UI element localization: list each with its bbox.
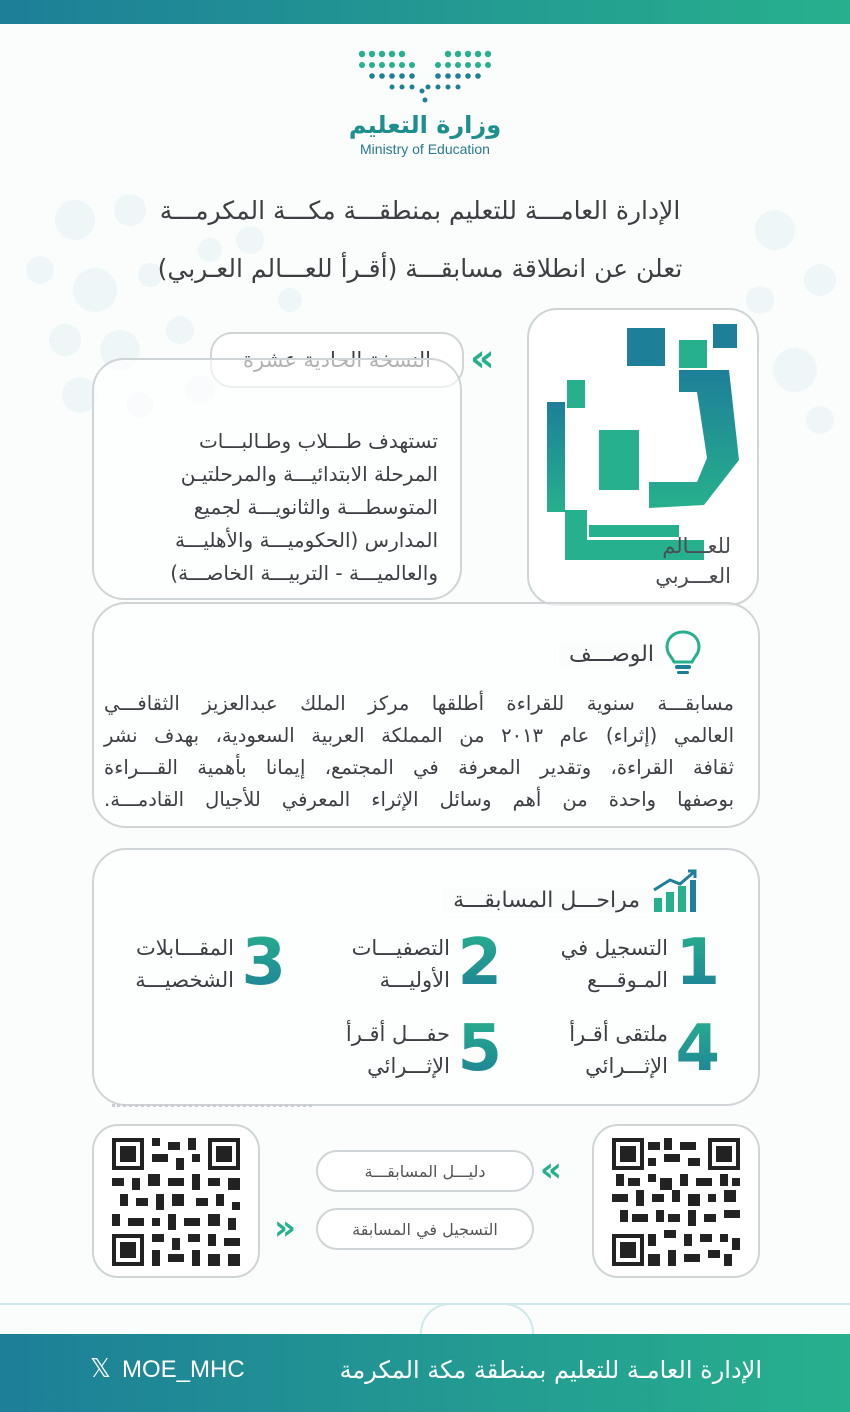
register-link[interactable] bbox=[316, 1208, 534, 1250]
target-line-3: المتوسطـــة والثانويـــة لجميع bbox=[193, 495, 438, 519]
stage-1-line-2: المـوقـــع bbox=[586, 968, 668, 992]
stage-3-label bbox=[135, 932, 234, 996]
growth-chart-icon bbox=[650, 868, 698, 916]
register-link-label: التسجيل في المسابقة bbox=[352, 1219, 498, 1239]
contest-logo-mark-text bbox=[569, 380, 570, 381]
target-line-2: المرحلة الابتدائيـــة والمرحلتيـن bbox=[180, 462, 438, 486]
target-line-4: المدارس (الحكوميـــة والأهليـــة bbox=[175, 528, 438, 552]
ministry-name-arabic: وزارة التعليم bbox=[348, 111, 502, 139]
ministry-logo bbox=[330, 44, 520, 184]
stage-1-label bbox=[561, 932, 668, 996]
stage-2 bbox=[326, 928, 502, 1000]
stage-3-line-2: الشخصيـــة bbox=[135, 968, 234, 992]
guide-link[interactable] bbox=[316, 1150, 534, 1192]
stage-3-line-1: المقـــابلات bbox=[136, 936, 234, 960]
stage-2-label bbox=[352, 932, 450, 996]
stages-header bbox=[443, 888, 650, 913]
lightbulb-icon bbox=[662, 628, 704, 676]
description-line-2: العالمي (إثراء) عام ٢٠١٣ من المملكة العربية السعودية، بهدف نشر bbox=[104, 724, 734, 747]
description-header bbox=[559, 642, 664, 667]
decor-arc bbox=[420, 1303, 534, 1335]
edition-chevron-icon: « bbox=[470, 336, 495, 380]
stage-3 bbox=[106, 928, 286, 1000]
description-line-3: ثقافة القراءة، وتقدير المعرفة في المجتمع، إيمانا بأهمية القـــراءة bbox=[104, 756, 734, 779]
description-line-4: بوصفها واحدة من أهم وسائل الإثراء المعرفي للأجيال القادمـــة. bbox=[104, 788, 734, 811]
qr-card-right[interactable] bbox=[592, 1124, 760, 1278]
stage-1-line-1: التسجيل في bbox=[560, 936, 668, 960]
target-line-1: تستهدف طـــلاب وطـالبـــات bbox=[198, 429, 438, 453]
stage-4-number: 4 bbox=[675, 1012, 720, 1086]
guide-link-label: دليـــل المسابقـــة bbox=[364, 1161, 486, 1181]
stage-2-line-2: الأوليـــة bbox=[379, 968, 450, 992]
x-logo-icon: 𝕏 bbox=[90, 1354, 111, 1384]
register-chevron-icon: » bbox=[274, 1208, 296, 1248]
top-accent-bar bbox=[0, 0, 850, 24]
qr-code-icon[interactable] bbox=[612, 1138, 740, 1266]
contest-logo-sub-2: العـــربي bbox=[655, 564, 731, 588]
stage-4 bbox=[538, 1014, 720, 1086]
ministry-name-english: Ministry of Education bbox=[360, 141, 490, 157]
stage-4-line-1: ملتقى أقـرأ bbox=[569, 1022, 668, 1046]
guide-chevron-icon: « bbox=[540, 1150, 562, 1190]
heading-line-2: تعلن عن انطلاقة مسابقـــة (أقـرأ للعـــالم العـربي) bbox=[157, 254, 683, 283]
qr-code-icon[interactable] bbox=[112, 1138, 240, 1266]
decor-line bbox=[0, 1303, 850, 1305]
stage-5-number: 5 bbox=[457, 1012, 502, 1086]
stage-1 bbox=[538, 928, 720, 1000]
stage-5-label bbox=[346, 1018, 450, 1082]
stage-5 bbox=[326, 1014, 502, 1086]
heading-line-1: الإدارة العامـــة للتعليم بمنطقـــة مكـــة المكرمـــة bbox=[159, 196, 681, 225]
ministry-logo-mark bbox=[340, 44, 510, 106]
stage-2-number: 2 bbox=[457, 926, 502, 1000]
description-title: الوصـــف bbox=[559, 642, 664, 667]
footer-bar bbox=[0, 1334, 850, 1412]
footer-text: الإدارة العامـة للتعليم بمنطقة مكة المكرمة bbox=[339, 1356, 762, 1384]
footer-handle[interactable]: MOE_MHC bbox=[122, 1356, 245, 1383]
stage-2-line-1: التصفيـــات bbox=[351, 936, 450, 960]
stage-5-line-2: الإثـــرائي bbox=[367, 1054, 450, 1078]
qr-card-left[interactable] bbox=[92, 1124, 260, 1278]
dotted-divider bbox=[112, 1104, 312, 1107]
stage-4-line-2: الإثـــرائي bbox=[585, 1054, 668, 1078]
stage-1-number: 1 bbox=[675, 926, 720, 1000]
stages-title: مراحـــل المسابقـــة bbox=[443, 888, 650, 913]
target-line-5: والعالميـــة - التربيـــة الخاصـــة) bbox=[170, 561, 438, 585]
stage-4-label bbox=[569, 1018, 668, 1082]
contest-logo-card bbox=[527, 308, 759, 606]
stage-3-number: 3 bbox=[241, 926, 286, 1000]
description-line-1: مسابقـــة سنوية للقراءة أطلقها مركز الملك عبدالعزيز الثقافـــي bbox=[104, 692, 734, 715]
stage-5-line-1: حفـــل أقـرأ bbox=[345, 1022, 450, 1046]
description-text bbox=[104, 688, 734, 816]
target-audience-text bbox=[112, 425, 438, 590]
contest-logo-sub-1: للعـــالم bbox=[662, 534, 731, 558]
